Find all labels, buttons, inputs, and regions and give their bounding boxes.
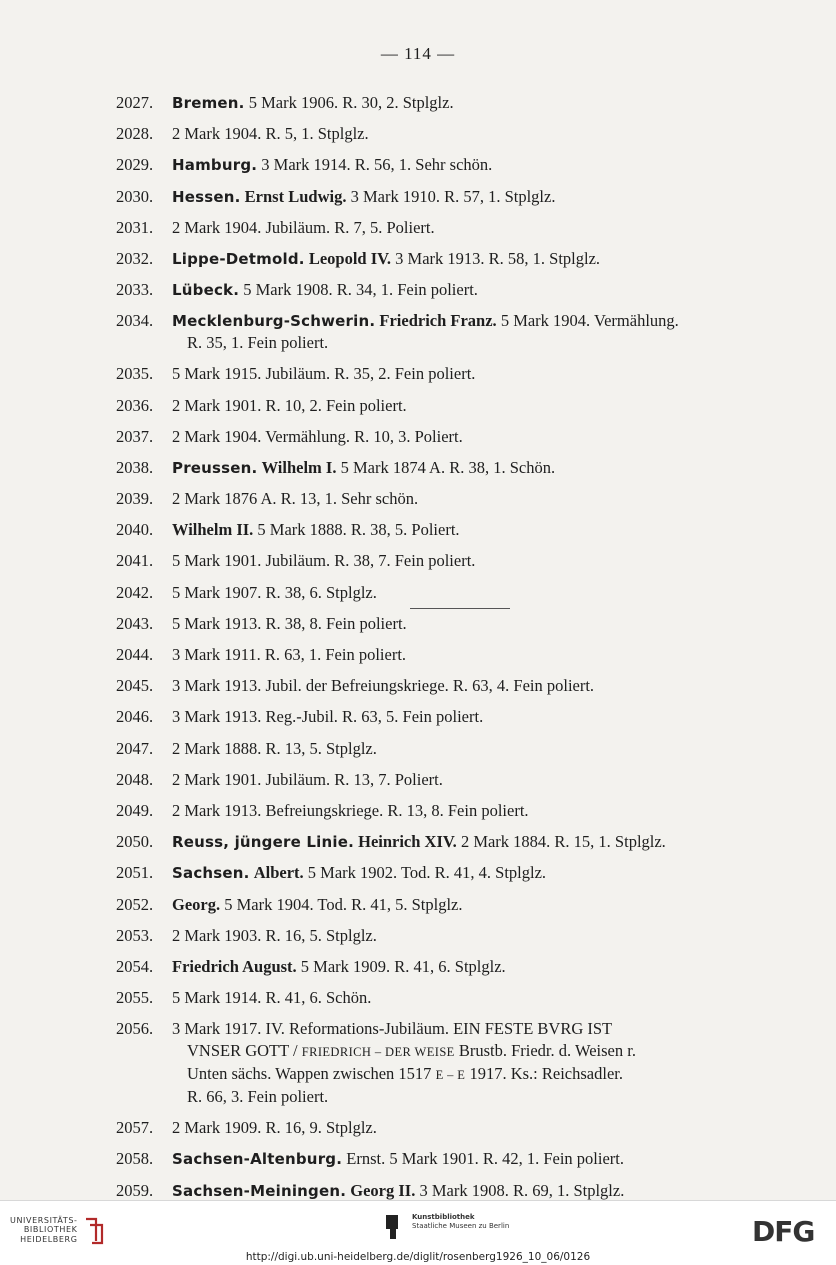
entry-line xyxy=(172,675,806,697)
entry-line xyxy=(172,894,806,916)
ruler-name: Friedrich Franz. xyxy=(379,311,497,331)
entry-number: 2029. xyxy=(116,155,154,175)
entry-line xyxy=(172,1117,806,1139)
state-heading: Mecklenburg-Schwerin. xyxy=(172,312,376,331)
entry-line xyxy=(172,1086,806,1108)
ruler-name: Leopold IV. xyxy=(308,248,392,268)
entry-number: 2038. xyxy=(116,457,154,477)
catalog-entry xyxy=(116,488,806,510)
entry-line xyxy=(172,395,806,417)
entry-line xyxy=(172,738,806,760)
entry-line xyxy=(172,154,806,176)
entry-number: 2043. xyxy=(116,613,154,633)
separator-rule xyxy=(410,608,510,609)
entry-number: 2054. xyxy=(116,956,154,976)
entry-number: 2032. xyxy=(116,248,154,268)
catalog-entry xyxy=(116,363,806,385)
catalog-entry xyxy=(116,550,806,572)
catalog-entry xyxy=(116,519,806,541)
entry-line xyxy=(172,706,806,728)
page-number: — 114 — xyxy=(380,44,456,63)
entry-number: 2049. xyxy=(116,800,154,820)
catalog-entry xyxy=(116,186,806,208)
entry-text: 2 Mark 1909. R. 16, 9. Stplglz. xyxy=(172,1118,377,1138)
catalog-entry xyxy=(116,738,806,760)
catalog-entry xyxy=(116,894,806,916)
catalog-entry xyxy=(116,675,806,697)
entry-text: 5 Mark 1907. R. 38, 6. Stplglz. xyxy=(172,582,377,602)
entry-text: 3 Mark 1914. R. 56, 1. Sehr schön. xyxy=(257,155,493,175)
entry-number: 2048. xyxy=(116,769,154,789)
catalog-entry xyxy=(116,248,806,270)
entry-text: 5 Mark 1909. R. 41, 6. Stplglz. xyxy=(296,956,506,976)
entry-line xyxy=(172,800,806,822)
entry-text: FRIEDRICH – DER WEISE xyxy=(301,1045,455,1060)
entry-text: 2 Mark 1904. Vermählung. R. 10, 3. Poliert. xyxy=(172,426,463,446)
catalog-entry xyxy=(116,613,806,635)
entry-line xyxy=(172,488,806,510)
state-heading: Lippe-Detmold. xyxy=(172,249,305,268)
university-library-text: UNIVERSITÄTS- BIBLIOTHEK HEIDELBERG xyxy=(10,1215,78,1244)
entry-text: 5 Mark 1901. Jubiläum. R. 38, 7. Fein poliert. xyxy=(172,551,476,571)
entry-text: 5 Mark 1904. Vermählung. xyxy=(496,311,679,331)
entry-text: 3 Mark 1913. Reg.-Jubil. R. 63, 5. Fein poliert. xyxy=(172,707,484,727)
entry-line xyxy=(172,248,806,270)
catalog-entry xyxy=(116,800,806,822)
entry-line xyxy=(172,457,806,479)
entry-number: 2041. xyxy=(116,551,154,571)
catalog-entry xyxy=(116,123,806,145)
entry-line xyxy=(172,519,806,541)
entry-number: 2047. xyxy=(116,738,154,758)
entry-number: 2042. xyxy=(116,582,154,602)
state-heading: Preussen. xyxy=(172,458,258,477)
state-heading: Lübeck. xyxy=(172,281,240,300)
catalog-entry xyxy=(116,769,806,791)
entry-number: 2058. xyxy=(116,1149,154,1169)
entry-number: 2036. xyxy=(116,395,154,415)
entry-text: 2 Mark 1884. R. 15, 1. Stplglz. xyxy=(456,832,666,852)
entry-line xyxy=(172,925,806,947)
entry-number: 2052. xyxy=(116,894,154,914)
catalog-entry xyxy=(116,706,806,728)
catalog-entry xyxy=(116,457,806,479)
catalog-entry xyxy=(116,217,806,239)
entry-text: 2 Mark 1913. Befreiungskriege. R. 13, 8. Fein poliert. xyxy=(172,800,529,820)
entry-line xyxy=(172,644,806,666)
ruler-name: Wilhelm II. xyxy=(172,520,254,540)
entry-number: 2033. xyxy=(116,280,154,300)
state-heading: Bremen. xyxy=(172,94,245,112)
entry-line xyxy=(172,1148,806,1170)
ruler-name: Heinrich XIV. xyxy=(358,832,457,852)
entry-text: Ernst. 5 Mark 1901. R. 42, 1. Fein poliert. xyxy=(342,1149,624,1169)
catalog-entry xyxy=(116,92,806,114)
museum-subtitle: Staatliche Museen zu Berlin xyxy=(412,1222,510,1230)
entry-line xyxy=(172,92,806,114)
university-seal-icon xyxy=(84,1215,106,1245)
catalog-entry xyxy=(116,426,806,448)
state-heading: Hessen. xyxy=(172,187,241,206)
entry-text: 5 Mark 1914. R. 41, 6. Schön. xyxy=(172,988,372,1008)
entry-line xyxy=(172,613,806,635)
catalog-entries xyxy=(116,92,806,1211)
entry-text: 5 Mark 1915. Jubiläum. R. 35, 2. Fein poliert. xyxy=(172,364,476,384)
catalog-entry xyxy=(116,862,806,884)
entry-text: 5 Mark 1904. Tod. R. 41, 5. Stplglz. xyxy=(220,894,463,914)
state-heading: Sachsen-Meiningen. xyxy=(172,1181,347,1200)
catalog-entry xyxy=(116,987,806,1009)
entry-line xyxy=(172,332,806,354)
entry-number: 2045. xyxy=(116,676,154,696)
entry-line xyxy=(172,1040,806,1063)
entry-text: Brustb. Friedr. d. Weisen r. xyxy=(454,1041,636,1061)
catalog-entry xyxy=(116,582,806,604)
entry-line xyxy=(172,123,806,145)
entry-number: 2051. xyxy=(116,863,154,883)
entry-text: 1917. Ks.: Reichsadler. xyxy=(465,1064,623,1084)
state-heading: Reuss, jüngere Linie. xyxy=(172,833,354,852)
entry-text: 5 Mark 1906. R. 30, 2. Stplglz. xyxy=(244,93,454,112)
kunstbibliothek-logo[interactable] xyxy=(384,1213,509,1243)
entry-text: Unten sächs. Wappen zwischen 1517 xyxy=(187,1064,436,1084)
entry-number: 2039. xyxy=(116,489,154,509)
entry-number: 2059. xyxy=(116,1180,154,1200)
entry-number: 2034. xyxy=(116,311,154,331)
entry-line xyxy=(172,550,806,572)
entry-text: 3 Mark 1917. IV. Reformations-Jubiläum. EIN FESTE BVRG IST xyxy=(172,1019,613,1039)
entry-number: 2030. xyxy=(116,186,154,206)
source-url-link[interactable]: http://digi.ub.uni-heidelberg.de/diglit/rosenberg1926_10_06/0126 xyxy=(245,1251,591,1263)
entry-text: R. 35, 1. Fein poliert. xyxy=(187,333,329,353)
entry-line xyxy=(172,956,806,978)
ruler-name: Georg. xyxy=(172,894,221,914)
entry-line xyxy=(172,862,806,884)
catalog-entry xyxy=(116,956,806,978)
entry-text: 2 Mark 1901. Jubiläum. R. 13, 7. Poliert. xyxy=(172,769,443,789)
entry-text: VNSER GOTT / xyxy=(187,1041,302,1061)
entry-text: 2 Mark 1903. R. 16, 5. Stplglz. xyxy=(172,925,377,945)
entry-number: 2040. xyxy=(116,520,154,540)
catalog-entry xyxy=(116,154,806,176)
entry-number: 2050. xyxy=(116,832,154,852)
catalog-entry xyxy=(116,644,806,666)
ruler-name: Wilhelm I. xyxy=(261,457,337,477)
entry-text: 2 Mark 1904. R. 5, 1. Stplglz. xyxy=(172,124,369,144)
state-heading: Hamburg. xyxy=(172,156,258,175)
entry-text: E – E xyxy=(435,1068,466,1083)
entry-number: 2055. xyxy=(116,988,154,1008)
entry-text: 3 Mark 1913. R. 58, 1. Stplglz. xyxy=(391,248,601,268)
entry-text: 3 Mark 1911. R. 63, 1. Fein poliert. xyxy=(172,645,407,664)
entry-number: 2053. xyxy=(116,925,154,945)
state-heading: Sachsen-Altenburg. xyxy=(172,1150,343,1169)
entry-number: 2037. xyxy=(116,426,154,446)
entry-number: 2057. xyxy=(116,1118,154,1138)
entry-line xyxy=(172,186,806,208)
entry-line xyxy=(172,769,806,791)
catalog-entry xyxy=(116,279,806,301)
entry-text: 2 Mark 1876 A. R. 13, 1. Sehr schön. xyxy=(172,489,419,509)
entry-number: 2056. xyxy=(116,1019,154,1039)
catalog-entry xyxy=(116,1117,806,1139)
entry-line xyxy=(172,279,806,301)
entry-line xyxy=(172,831,806,853)
entry-text: 3 Mark 1913. Jubil. der Befreiungskriege. R. 63, 4. Fein poliert. xyxy=(172,676,595,696)
entry-number: 2028. xyxy=(116,124,154,144)
entry-text: 2 Mark 1904. Jubiläum. R. 7, 5. Poliert. xyxy=(172,217,435,237)
catalog-entry xyxy=(116,1148,806,1170)
ruler-name: Ernst Ludwig. xyxy=(244,186,347,206)
heidelberg-library-logo[interactable] xyxy=(10,1215,106,1245)
ruler-name: Friedrich August. xyxy=(172,956,297,976)
catalog-entry xyxy=(116,1018,806,1108)
entry-text: 5 Mark 1888. R. 38, 5. Poliert. xyxy=(253,520,460,540)
entry-line xyxy=(172,582,806,604)
ruler-name: Albert. xyxy=(253,863,304,883)
entry-line xyxy=(172,1018,806,1040)
catalog-entry xyxy=(116,395,806,417)
entry-line xyxy=(172,1063,806,1086)
entry-text: 2 Mark 1888. R. 13, 5. Stplglz. xyxy=(172,738,377,758)
catalog-entry xyxy=(116,831,806,853)
entry-text: 5 Mark 1902. Tod. R. 41, 4. Stplglz. xyxy=(303,863,547,883)
entry-line xyxy=(172,426,806,448)
catalog-entry xyxy=(116,1180,806,1202)
entry-text: 2 Mark 1901. R. 10, 2. Fein poliert. xyxy=(172,395,407,415)
entry-line xyxy=(172,363,806,385)
entry-text: 3 Mark 1908. R. 69, 1. Stplglz. xyxy=(415,1180,625,1200)
dfg-logo[interactable]: DFG xyxy=(752,1215,815,1248)
entry-text: 5 Mark 1874 A. R. 38, 1. Schön. xyxy=(336,457,556,477)
entry-line xyxy=(172,1180,806,1202)
entry-line xyxy=(172,310,806,332)
state-heading: Sachsen. xyxy=(172,864,250,883)
kunstbibliothek-emblem-icon xyxy=(384,1213,402,1243)
entry-number: 2027. xyxy=(116,93,154,112)
entry-text: R. 66, 3. Fein poliert. xyxy=(187,1087,329,1107)
entry-line xyxy=(172,987,806,1009)
entry-number: 2031. xyxy=(116,217,154,237)
ruler-name: Georg II. xyxy=(350,1180,416,1200)
catalog-entry xyxy=(116,310,806,354)
entry-line xyxy=(172,217,806,239)
entry-text: 3 Mark 1910. R. 57, 1. Stplglz. xyxy=(346,186,556,206)
entry-text: 5 Mark 1913. R. 38, 8. Fein poliert. xyxy=(172,613,407,633)
catalog-entry xyxy=(116,925,806,947)
entry-number: 2035. xyxy=(116,364,154,384)
viewer-footer xyxy=(0,1200,836,1265)
museum-name: Kunstbibliothek xyxy=(412,1213,475,1221)
entry-number: 2044. xyxy=(116,645,154,664)
entry-text: 5 Mark 1908. R. 34, 1. Fein poliert. xyxy=(239,280,478,300)
entry-number: 2046. xyxy=(116,707,154,727)
